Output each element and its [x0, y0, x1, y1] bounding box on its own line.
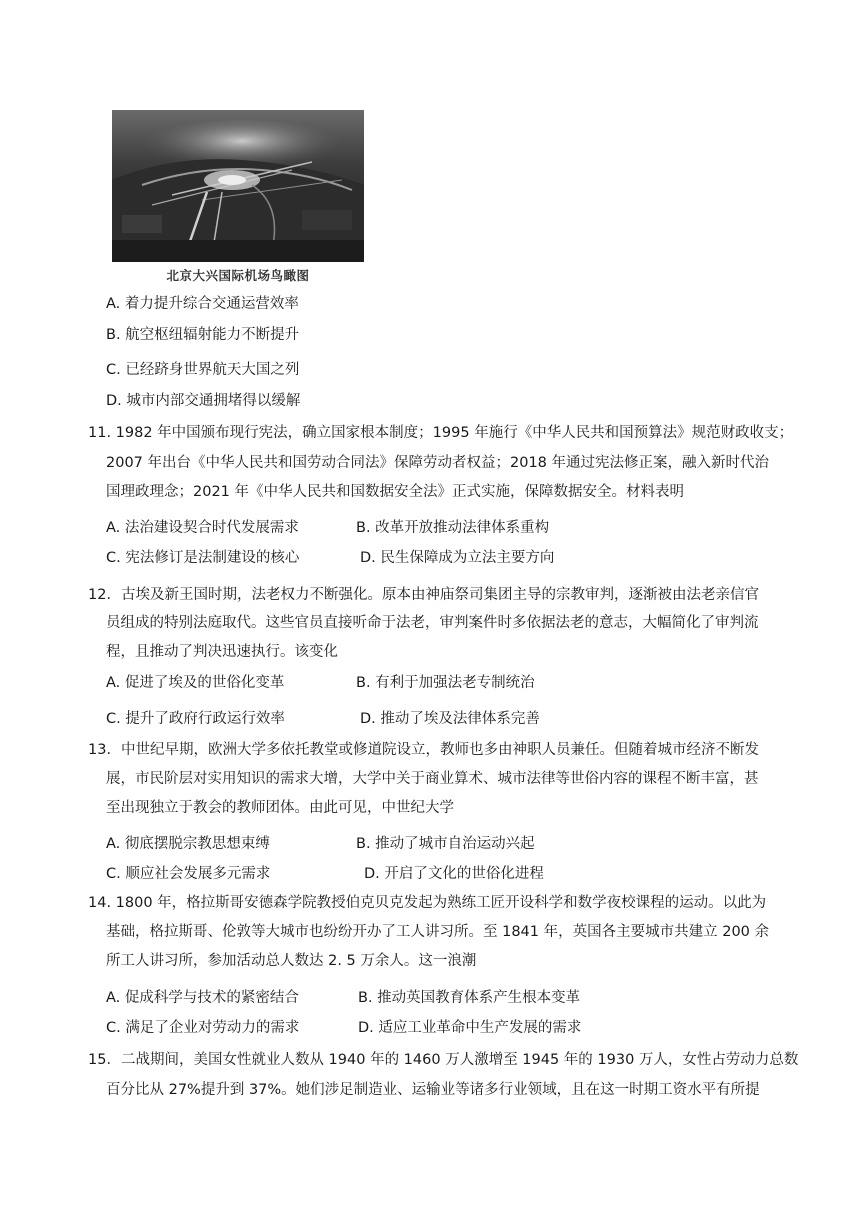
- q14-option-c: C. 满足了企业对劳动力的需求: [106, 1020, 300, 1036]
- q11-stem-line-3: 国理政理念；2021 年《中华人民共和国数据安全法》正式实施，保障数据安全。材料表明: [106, 484, 685, 500]
- q14-stem-line-2: 基础，格拉斯哥、伦敦等大城市也纷纷开办了工人讲习所。至 1841 年，英国各主要城市共建立 200 余: [106, 924, 770, 940]
- q12-stem-line-1: 12．古埃及新王国时期，法老权力不断强化。原本由神庙祭司集团主导的宗教审判，逐渐被由法老亲信官: [88, 587, 759, 603]
- q13-option-d: D. 开启了文化的世俗化进程: [364, 866, 544, 882]
- q12-option-b: B. 有利于加强法老专制统治: [356, 675, 535, 691]
- figure-caption: 北京大兴国际机场鸟瞰图: [166, 268, 310, 283]
- q14-option-b: B. 推动英国教育体系产生根本变革: [358, 990, 581, 1006]
- q11-option-c: C. 宪法修订是法制建设的核心: [106, 550, 300, 566]
- q12-stem-line-3: 程，且推动了判决迅速执行。该变化: [106, 644, 338, 660]
- q10-option-b: B. 航空枢纽辐射能力不断提升: [106, 327, 300, 343]
- q13-option-b: B. 推动了城市自治运动兴起: [356, 836, 535, 852]
- q13-stem-line-3: 至出现独立于教会的教师团体。由此可见，中世纪大学: [106, 800, 454, 816]
- q14-stem-line-3: 所工人讲习所，参加活动总人数达 2. 5 万余人。这一浪潮: [106, 953, 477, 969]
- q11-stem-line-1: 11. 1982 年中国颁布现行宪法，确立国家根本制度；1995 年施行《中华人民共和国预算法》规范财政收支；: [88, 425, 794, 441]
- q12-stem-line-2: 员组成的特别法庭取代。这些官员直接听命于法老，审判案件时多依据法老的意志，大幅简化了审判流: [106, 615, 759, 631]
- q13-option-a: A. 彻底摆脱宗教思想束缚: [106, 836, 270, 852]
- q10-option-a: A. 着力提升综合交通运营效率: [106, 296, 299, 312]
- q13-option-c: C. 顺应社会发展多元需求: [106, 866, 271, 882]
- airport-aerial-photo: [112, 110, 364, 262]
- q11-option-a: A. 法治建设契合时代发展需求: [106, 520, 299, 536]
- q13-stem-line-1: 13．中世纪早期，欧洲大学多依托教堂或修道院设立，教师也多由神职人员兼任。但随着城市经济不断发: [88, 742, 759, 758]
- q14-option-d: D. 适应工业革命中生产发展的需求: [358, 1020, 582, 1036]
- q12-option-c: C. 提升了政府行政运行效率: [106, 711, 285, 727]
- q12-option-a: A. 促进了埃及的世俗化变革: [106, 675, 285, 691]
- q10-option-d: D. 城市内部交通拥堵得以缓解: [106, 393, 301, 409]
- q15-stem-line-2: 百分比从 27%提升到 37%。她们涉足制造业、运输业等诸多行业领域，且在这一时期工资水平有所提: [106, 1082, 760, 1098]
- q15-stem-line-1: 15．二战期间，美国女性就业人数从 1940 年的 1460 万人激增至 1945 年的 1930 万人，女性占劳动力总数: [88, 1052, 799, 1068]
- q14-stem-line-1: 14. 1800 年，格拉斯哥安德森学院教授伯克贝克发起为熟练工匠开设科学和数学夜校课程的运动。以此为: [88, 895, 767, 911]
- q11-option-d: D. 民生保障成为立法主要方向: [360, 550, 555, 566]
- q11-option-b: B. 改革开放推动法律体系重构: [356, 520, 550, 536]
- q14-option-a: A. 促成科学与技术的紧密结合: [106, 990, 299, 1006]
- q12-option-d: D. 推动了埃及法律体系完善: [360, 711, 540, 727]
- q11-stem-line-2: 2007 年出台《中华人民共和国劳动合同法》保障劳动者权益；2018 年通过宪法修正案，融入新时代治: [106, 455, 770, 471]
- q13-stem-line-2: 展，市民阶层对实用知识的需求大增，大学中关于商业算术、城市法律等世俗内容的课程不断丰富，甚: [106, 771, 759, 787]
- q10-option-c: C. 已经跻身世界航天大国之列: [106, 362, 300, 378]
